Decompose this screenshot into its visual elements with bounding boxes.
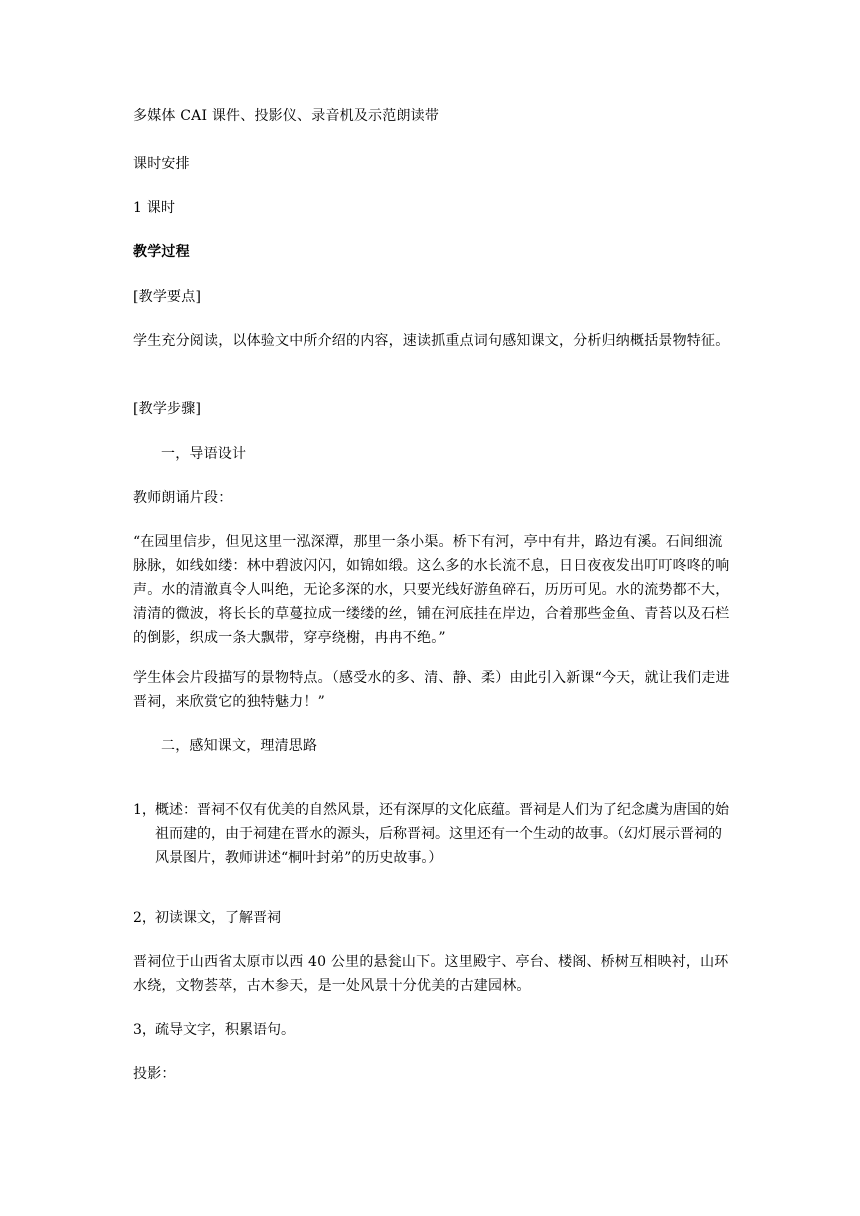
process-heading: 教学过程 bbox=[133, 244, 190, 260]
key-points-text: 学生充分阅读，以体验文中所介绍的内容，速读抓重点词句感知课文，分析归纳概括景物特征。 bbox=[133, 333, 730, 349]
key-points-label: [教学要点] bbox=[133, 289, 202, 305]
schedule-value: 1 课时 bbox=[133, 200, 176, 216]
list-item-3 bbox=[133, 1018, 733, 1042]
list-item-1-number: 1， bbox=[133, 802, 156, 818]
list-item-3-number: 3， bbox=[133, 1022, 156, 1038]
step2-title: 二，感知课文，理清思路 bbox=[161, 738, 318, 754]
list-item-3-text: 疏导文字，积累语句。 bbox=[155, 1022, 295, 1038]
list-item-2-number: 2， bbox=[133, 910, 156, 926]
list-item-1 bbox=[133, 798, 733, 870]
steps-label: [教学步骤] bbox=[133, 401, 202, 417]
step1-title: 一，导语设计 bbox=[161, 446, 247, 462]
teacher-reading-text: “在园里信步，但见这里一泓深潭，那里一条小渠。桥下有河，亭中有井，路边有溪。石间细流脉脉，如线如缕：林中碧波闪闪，如锦如缎。这么多的水长流不息，日日夜夜发出叮叮咚咚的响声。水的清澈真令人叫绝，无论多深的水，只要光线好游鱼碎石，历历可见。水的流势都不大，清清的微波，将长长的草蔓拉成一缕缕的丝，铺在河底挂在岸边，合着那些金鱼、青苔以及石栏的倒影，织成一条大飘带，穿亭绕榭，冉冉不绝。” bbox=[133, 534, 730, 646]
student-experience-text: 学生体会片段描写的景物特点。（感受水的多、清、静、柔）由此引入新课“今天，就让我们走进晋祠，来欣赏它的独特魅力！” bbox=[133, 670, 730, 710]
materials-line: 多媒体 CAI 课件、投影仪、录音机及示范朗读带 bbox=[133, 108, 440, 124]
teacher-reading-label: 教师朗诵片段： bbox=[133, 490, 233, 506]
list-item-2-detail: 晋祠位于山西省太原市以西 40 公里的悬瓮山下。这里殿宇、亭台、楼阁、桥树互相映衬，山环水绕，文物荟萃，古木参天，是一处风景十分优美的古建园林。 bbox=[133, 954, 729, 994]
list-item-2 bbox=[133, 906, 733, 930]
schedule-heading: 课时安排 bbox=[133, 156, 190, 172]
list-item-1-text: 概述：晋祠不仅有优美的自然风景，还有深厚的文化底蕴。晋祠是人们为了纪念虞为唐国的始祖而建的，由于祠建在晋水的源头，后称晋祠。这里还有一个生动的故事。（幻灯展示晋祠的风景图片，教师讲述“桐叶封弟”的历史故事。） bbox=[155, 802, 729, 866]
list-item-2-text: 初读课文，了解晋祠 bbox=[155, 910, 281, 926]
projection-label: 投影： bbox=[133, 1066, 176, 1082]
